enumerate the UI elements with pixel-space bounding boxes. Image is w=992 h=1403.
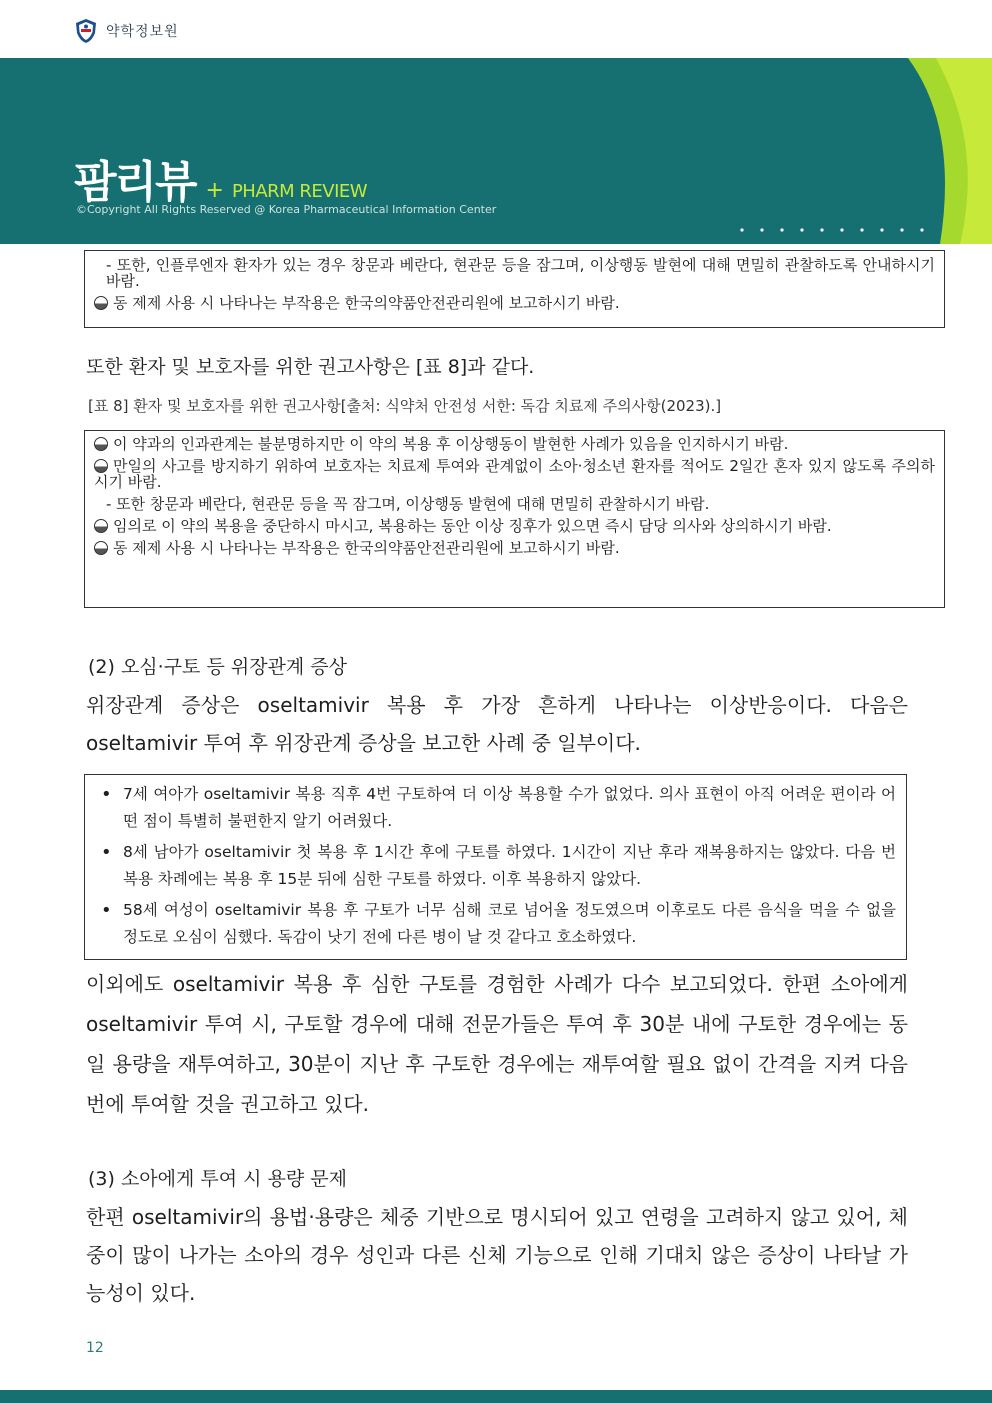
case-item: • 8세 남아가 oseltamivir 첫 복용 후 1시간 후에 구토를 하였다. 1시간이 지난 후라 재복용하지는 않았다. 다음 번 복용 차례에는 복용 후 15분 뒤에 심한 구토를 하였다. 이후 복용하지 않았다. (95, 839, 896, 893)
bullet-dot-icon: • (101, 842, 112, 863)
half-circle-bullet-icon (94, 437, 108, 451)
recommendation-item-dash: - 또한 창문과 베란다, 현관문 등을 꼭 잠그며, 이상행동 발현에 대해 면밀히 관찰하시기 바람. (106, 495, 710, 513)
intro-paragraph: 또한 환자 및 보호자를 위한 권고사항은 [표 8]과 같다. (86, 356, 535, 378)
org-logo[interactable] (74, 18, 179, 44)
half-circle-bullet-icon (94, 296, 108, 310)
recommendation-item: 임의로 이 약의 복용을 중단하시 마시고, 복용하는 동안 이상 징후가 있으면 즉시 담당 의사와 상의하시기 바람. (94, 518, 935, 534)
section-heading-pediatric: (3) 소아에게 투여 시 용량 문제 (88, 1168, 348, 1190)
half-circle-bullet-icon (94, 519, 108, 533)
advisory-line-dash: - 또한, 인플루엔자 환자가 있는 경우 창문과 베란다, 현관문 등을 잠그며, 이상행동 발현에 대해 면밀히 관찰하도록 안내하시기 바람. (106, 256, 935, 290)
table-caption: [표 8] 환자 및 보호자를 위한 권고사항[출처: 식약처 안전성 서한: 독감 치료제 주의사항(2023).] (88, 397, 722, 415)
pediatric-paragraph: 한편 oseltamivir의 용법·용량은 체중 기반으로 명시되어 있고 연령을 고려하지 않고 있어, 체중이 많이 나가는 소아의 경우 성인과 다른 신체 기능으로 인해 기대치 않은 증상이 나타날 가능성이 있다. (86, 1205, 908, 1305)
bullet-dot-icon: • (101, 900, 112, 921)
case-box (84, 774, 907, 960)
case-item: • 7세 여아가 oseltamivir 복용 직후 4번 구토하여 더 이상 복용할 수가 없었다. 의사 표현이 아직 어려운 편이라 어떤 점이 특별히 불편한지 알기 어려웠다. (95, 781, 896, 835)
case-item: • 58세 여성이 oseltamivir 복용 후 구토가 너무 심해 코로 넘어올 정도였으며 이후로도 다른 음식을 먹을 수 없을 정도로 오심이 심했다. 독감이 낫기 전에 다른 병이 날 것 같다고 호소하였다. (95, 897, 896, 951)
advisory-line-text: 동 제제 사용 시 나타나는 부작용은 한국의약품안전관리원에 보고하시기 바람. (113, 294, 620, 312)
top-bar (0, 0, 992, 60)
half-circle-bullet-icon (94, 541, 108, 555)
section-heading-gi: (2) 오심·구토 등 위장관계 증상 (88, 656, 348, 678)
brand-korean: 팜리뷰 (74, 157, 196, 208)
advisory-box-continued (84, 250, 945, 328)
org-name: 약학정보원 (106, 24, 179, 40)
recommendation-item: 만일의 사고를 방지하기 위하여 보호자는 치료제 투여와 관계없이 소아·청소년 환자를 적어도 2일간 혼자 있지 않도록 주의하시기 바람. (94, 457, 935, 491)
brand-plus: + (205, 178, 224, 203)
header-banner (0, 58, 992, 244)
brand-english: PHARM REVIEW (231, 181, 368, 202)
shield-emblem-icon (74, 18, 98, 44)
decorative-dots-icon (738, 226, 938, 244)
page-number: 12 (86, 1340, 104, 1356)
after-cases-paragraph: 이외에도 oseltamivir 복용 후 심한 구토를 경험한 사례가 다수 보고되었다. 한편 소아에게 oseltamivir 투여 시, 구토할 경우에 대해 전문가들은 투여 후 30분 내에 구토한 경우에는 동일 용량을 재투여하고, 30분이 지난 후 구토한 경우에는 재투여할 필요 없이 간격을 지켜 다음번에 투여할 것을 권고하고 있다. (86, 972, 908, 1116)
recommendation-item: 동 제제 사용 시 나타나는 부작용은 한국의약품안전관리원에 보고하시기 바람. (94, 540, 935, 556)
advisory-line (94, 295, 935, 311)
recommendation-item: 이 약과의 인과관계는 불분명하지만 이 약의 복용 후 이상행동이 발현한 사례가 있음을 인지하시기 바람. (94, 436, 935, 452)
bullet-dot-icon: • (101, 784, 112, 805)
recommendation-box (84, 430, 945, 608)
brand-title (74, 146, 367, 210)
half-circle-bullet-icon (94, 459, 108, 473)
gi-paragraph: 위장관계 증상은 oseltamivir 복용 후 가장 흔하게 나타나는 이상반응이다. 다음은 oseltamivir 투여 후 위장관계 증상을 보고한 사례 중 일부이다. (86, 693, 908, 755)
bottom-bar (0, 1390, 992, 1403)
copyright-text: ©Copyright All Rights Reserved @ Korea Pharmaceutical Information Center (76, 203, 497, 216)
